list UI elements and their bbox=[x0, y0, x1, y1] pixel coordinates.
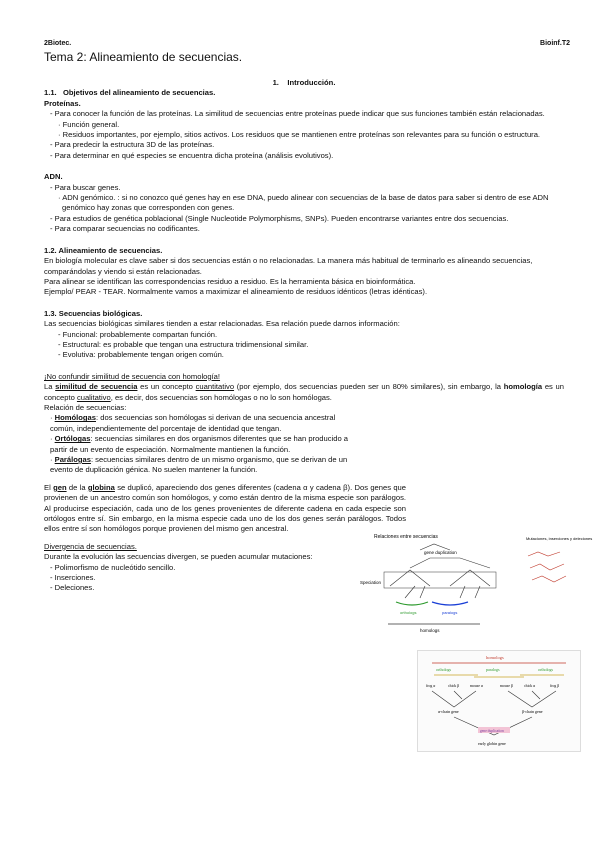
section-1-3-para: Las secuencias biológicas similares tienden a estar relacionadas. Esa relación puede darnos información: bbox=[44, 319, 400, 329]
dna-item-2: - Para estudios de genética poblacional (Single Nucleotide Polymorphisms, SNPs). Pueden encontrarse variantes entre dos secuencias. bbox=[50, 213, 509, 223]
fig2-beta-label: β-chain gene bbox=[522, 709, 543, 714]
relation-heading: Relación de secuencias: bbox=[44, 402, 127, 412]
fig2-homologs-label: homologs bbox=[486, 655, 504, 660]
section-1-3-item-1: - Funcional: probablemente compartan función. bbox=[58, 329, 218, 339]
divergence-item-3: - Deleciones. bbox=[50, 583, 95, 593]
dna-subitem-1: · ADN genómico. : si no conozco qué genes hay en ese DNA, puedo alinear con secuencias de la base de datos para saber si dentro de ese ADN genómico hay zonas que corresponden con genes. bbox=[58, 193, 549, 213]
fig1-homologs-label: homologs bbox=[420, 628, 440, 633]
globin-para: El gen de la globina se duplicó, apareciendo dos genes diferentes (cadena α y cadena β). Dos genes que provienen de un ancestro común son homólogos, y como están dentro de la misma especie son parálogos. Al producirse especiación, cada uno de los genes provenientes de diferente cadena en cada especie son ortólogos entre sí. Sin embargo, en la misma especie cada uno de los dos genes serán parálogos. Todos ellos entre sí son homólogos porque provienen del mismo gen ancestral. bbox=[44, 482, 406, 534]
fig1-speciation-label: Speciation bbox=[360, 580, 382, 585]
homologs-item: · Homólogas: dos secuencias son homólogas si derivan de una secuencia ancestral común, independientemente del porcentaje de identidad que tengan. bbox=[50, 413, 336, 433]
section-1-3-item-2: - Estructural: es probable que tengan una estructura tridimensional similar. bbox=[58, 339, 309, 349]
fig2-leaf-3: mouse α bbox=[470, 684, 483, 688]
header-course: 2Biotec. bbox=[44, 40, 72, 47]
sequence-relations-figure bbox=[360, 528, 593, 638]
proteins-heading: Proteínas. bbox=[44, 98, 81, 108]
fig2-leaf-2: chick β bbox=[448, 684, 460, 688]
proteins-item-1: - Para conocer la función de las proteínas. La similitud de secuencias entre proteínas puede indicar que sus funciones también están relacionadas. bbox=[50, 109, 545, 119]
fig2-duplication-label: gene duplication bbox=[480, 729, 504, 733]
dna-item-1: - Para buscar genes. bbox=[50, 182, 121, 192]
fig1-legend: Mutaciones, inserciones y deleciones bbox=[526, 536, 593, 541]
divergence-item-2: - Inserciones. bbox=[50, 573, 96, 583]
section-1-2-para-3: Ejemplo/ PEAR - TEAR. Normalmente vamos a maximizar el alineamiento de residuos idénticos (letras idénticas). bbox=[44, 287, 428, 297]
section-1-2-para-2: Para alinear se identifican las correspondencias residuo a residuo. Es la herramienta básica en bioinformática. bbox=[44, 276, 416, 286]
section-1-3-heading: 1.3. Secuencias biológicas. bbox=[44, 308, 143, 318]
section-1-2-para-1: En biología molecular es clave saber si dos secuencias están o no relacionadas. La manera más habitual de terminarlo es alineando secuencias, comparándolas y viendo si están relacionadas. bbox=[44, 256, 533, 276]
fig1-orthologs-label: orthologs bbox=[400, 610, 417, 615]
proteins-subitem-2: · Residuos importantes, por ejemplo, sitios activos. Los residuos que se mantienen entre proteínas son relevantes para su función o estructura. bbox=[58, 130, 541, 140]
proteins-subitem-1: · Función general. bbox=[58, 119, 120, 129]
fig2-leaf-1: frog α bbox=[426, 684, 436, 688]
fig2-ancestor-label: early globin gene bbox=[478, 741, 506, 746]
page-title: Tema 2: Alineamiento de secuencias. bbox=[44, 50, 243, 64]
similarity-para: La similitud de secuencia es un concepto cuantitativo (por ejemplo, dos secuencias pueden ser un 80% similares), sin embargo, la homología es un concepto cualitativo, es decir, dos secuencias son homólogas o no lo son homólogas. bbox=[44, 382, 565, 402]
orthologs-item: · Ortólogas: secuencias similares en dos organismos diferentes que se han producido a partir de un evento de especiación. Normalmente mantienen la función. bbox=[50, 434, 349, 454]
fig2-leaf-5: chick α bbox=[524, 684, 536, 688]
fig1-title: Relaciones entre secuencias bbox=[374, 534, 438, 540]
divergence-para: Durante la evolución las secuencias divergen, se pueden acumular mutaciones: bbox=[44, 552, 313, 562]
warning-note: ¡No confundir similitud de secuencia con homología! bbox=[44, 371, 221, 381]
fig2-orthologs-left: orthologs bbox=[436, 667, 452, 672]
section-1-1-heading: 1.1. Objetivos del alineamiento de secuencias. bbox=[44, 88, 216, 98]
fig2-alpha-label: α-chain gene bbox=[438, 709, 459, 714]
section-1-2-heading: 1.2. Alineamiento de secuencias. bbox=[44, 245, 163, 255]
divergence-item-1: - Polimorfismo de nucleótido sencillo. bbox=[50, 562, 176, 572]
proteins-item-3: - Para determinar en qué especies se encuentra dicha proteína (análisis evolutivos). bbox=[50, 150, 334, 160]
document-body bbox=[44, 78, 564, 594]
dna-heading: ADN. bbox=[44, 172, 63, 182]
fig2-paralogs-label: paralogs bbox=[486, 667, 500, 672]
paralogs-item: · Parálogas: secuencias similares dentro de un mismo organismo, que se derivan de un evento de duplicación génica. No suelen mantener la función. bbox=[50, 455, 348, 475]
header-code: Bioinf.T2 bbox=[540, 40, 570, 47]
divergence-heading: Divergencia de secuencias. bbox=[44, 541, 137, 551]
fig1-duplication-label: gene duplication bbox=[424, 550, 457, 555]
globin-tree-figure bbox=[417, 650, 581, 752]
fig2-leaf-6: frog β bbox=[550, 684, 560, 688]
fig2-orthologs-right: orthologs bbox=[538, 667, 554, 672]
fig2-leaf-4: mouse β bbox=[500, 684, 513, 688]
section-1-3-item-3: - Evolutiva: probablemente tengan origen común. bbox=[58, 350, 224, 360]
proteins-item-2: - Para predecir la estructura 3D de las proteínas. bbox=[50, 140, 215, 150]
fig1-paralogs-label: paralogs bbox=[442, 610, 458, 615]
dna-item-3: - Para comparar secuencias no codificantes. bbox=[50, 224, 200, 234]
section-1-heading: 1. Introducción. bbox=[272, 78, 336, 87]
